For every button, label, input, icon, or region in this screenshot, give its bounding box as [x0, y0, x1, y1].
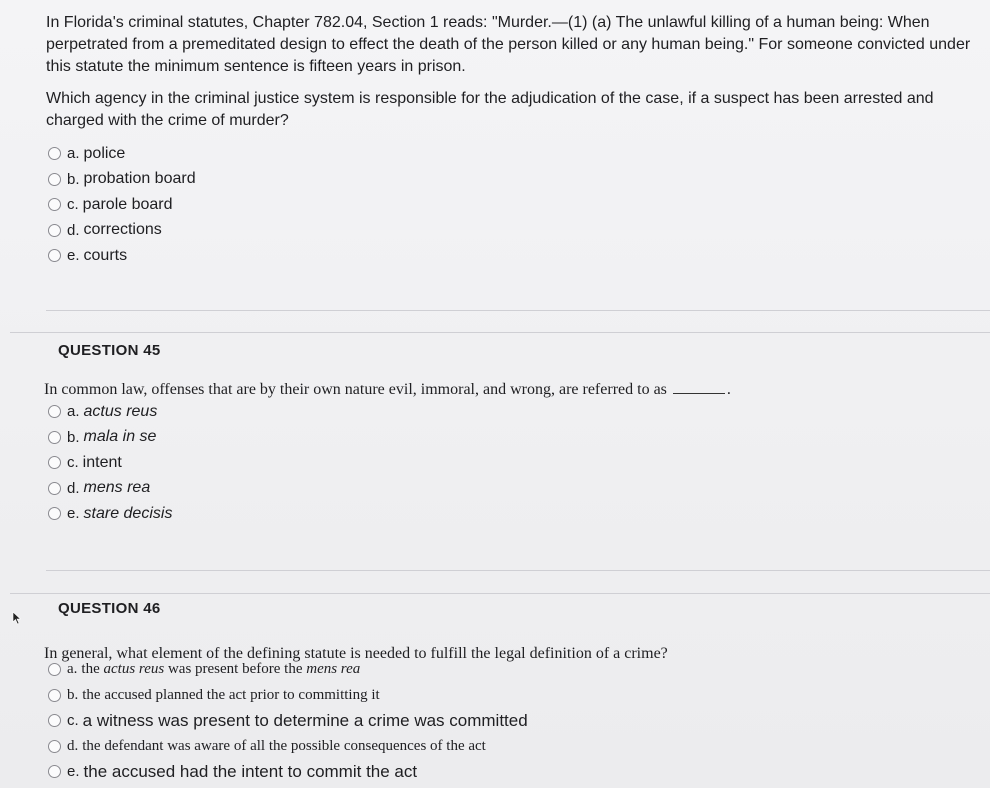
option-label: police [83, 144, 126, 162]
option-c[interactable] [48, 450, 172, 476]
option-letter: c. [67, 454, 79, 472]
divider [46, 570, 990, 571]
option-d[interactable] [48, 734, 528, 760]
radio-button[interactable] [48, 147, 61, 160]
radio-button[interactable] [48, 224, 61, 237]
option-letter: b. [67, 428, 80, 446]
radio-button[interactable] [48, 198, 61, 211]
option-label: courts [83, 246, 128, 264]
option-label: the accused had the intent to commit the act [83, 761, 418, 781]
option-letter: d. [67, 737, 79, 754]
radio-button[interactable] [48, 456, 61, 469]
option-e[interactable] [48, 501, 172, 527]
option-letter: a. [67, 145, 80, 163]
option-e[interactable] [48, 759, 528, 785]
option-label: actus reus [83, 402, 158, 420]
option-letter: c. [67, 712, 79, 730]
option-letter: e. [67, 247, 80, 265]
option-label: a witness was present to determine a crime was committed [82, 710, 528, 730]
radio-button[interactable] [48, 689, 61, 702]
option-label-part: the [81, 661, 100, 678]
radio-button[interactable] [48, 765, 61, 778]
radio-button[interactable] [48, 663, 61, 676]
option-label-term: mens rea [306, 661, 361, 678]
option-b[interactable] [48, 425, 172, 451]
question-44-prompt: Which agency in the criminal justice system is responsible for the adjudication of the case, if a suspect has been arrested and charged with the crime of murder? [46, 90, 934, 129]
option-letter: b. [67, 686, 79, 703]
option-a[interactable] [48, 399, 172, 425]
question-44 [46, 12, 976, 132]
option-b[interactable] [48, 683, 528, 709]
statute-text: In Florida's criminal statutes, Chapter 782.04, Section 1 reads: "Murder.—(1) (a) The unlawful killing of a human being: When perpetrated from a premeditated design to effect the death of the person killed or any human being." For someone convicted under this statute the minimum sentence is fifteen years in prison. [46, 14, 971, 75]
radio-button[interactable] [48, 507, 61, 520]
question-45-heading: QUESTION 45 [58, 342, 161, 359]
question-45-options [48, 399, 172, 527]
divider [10, 332, 990, 333]
option-label: parole board [82, 195, 173, 213]
question-45-prompt [44, 381, 731, 399]
option-c[interactable] [48, 708, 528, 734]
question-46-prompt: In general, what element of the defining statute is needed to fulfill the legal definition of a crime? [44, 645, 668, 662]
option-label: corrections [83, 221, 162, 239]
option-d[interactable] [48, 218, 196, 244]
answer-blank [673, 393, 725, 394]
question-44-options [48, 141, 196, 269]
option-letter: b. [67, 170, 80, 188]
option-label-term: actus reus [103, 661, 165, 678]
option-letter: c. [67, 196, 79, 214]
radio-button[interactable] [48, 714, 61, 727]
option-label: intent [82, 453, 122, 471]
option-letter: d. [67, 479, 80, 497]
prompt-end: . [726, 381, 731, 398]
question-46-heading: QUESTION 46 [58, 600, 161, 617]
option-label: the defendant was aware of all the possible consequences of the act [82, 737, 486, 754]
option-c[interactable] [48, 192, 196, 218]
option-b[interactable] [48, 167, 196, 193]
radio-button[interactable] [48, 173, 61, 186]
option-label: probation board [83, 170, 196, 188]
option-label-part: was present before the [167, 661, 303, 678]
radio-button[interactable] [48, 740, 61, 753]
radio-button[interactable] [48, 431, 61, 444]
option-letter: e. [67, 763, 80, 781]
option-label: the accused planned the act prior to committing it [82, 686, 380, 703]
option-label: stare decisis [83, 504, 173, 522]
option-e[interactable] [48, 243, 196, 269]
option-label: mens rea [83, 479, 151, 497]
divider [46, 310, 990, 311]
divider [10, 593, 990, 594]
radio-button[interactable] [48, 249, 61, 262]
option-d[interactable] [48, 476, 172, 502]
option-a[interactable] [48, 141, 196, 167]
option-letter: e. [67, 505, 80, 523]
radio-button[interactable] [48, 405, 61, 418]
radio-button[interactable] [48, 482, 61, 495]
question-45-prompt-text: In common law, offenses that are by their own nature evil, immoral, and wrong, are referred to as [44, 381, 667, 398]
option-letter: d. [67, 221, 80, 239]
option-a[interactable] [48, 657, 528, 683]
mouse-cursor-icon [12, 611, 22, 625]
option-label: mala in se [83, 428, 157, 446]
question-46-options [48, 657, 528, 785]
option-letter: a. [67, 403, 80, 421]
option-letter: a. [67, 661, 78, 678]
option-label [81, 661, 360, 678]
